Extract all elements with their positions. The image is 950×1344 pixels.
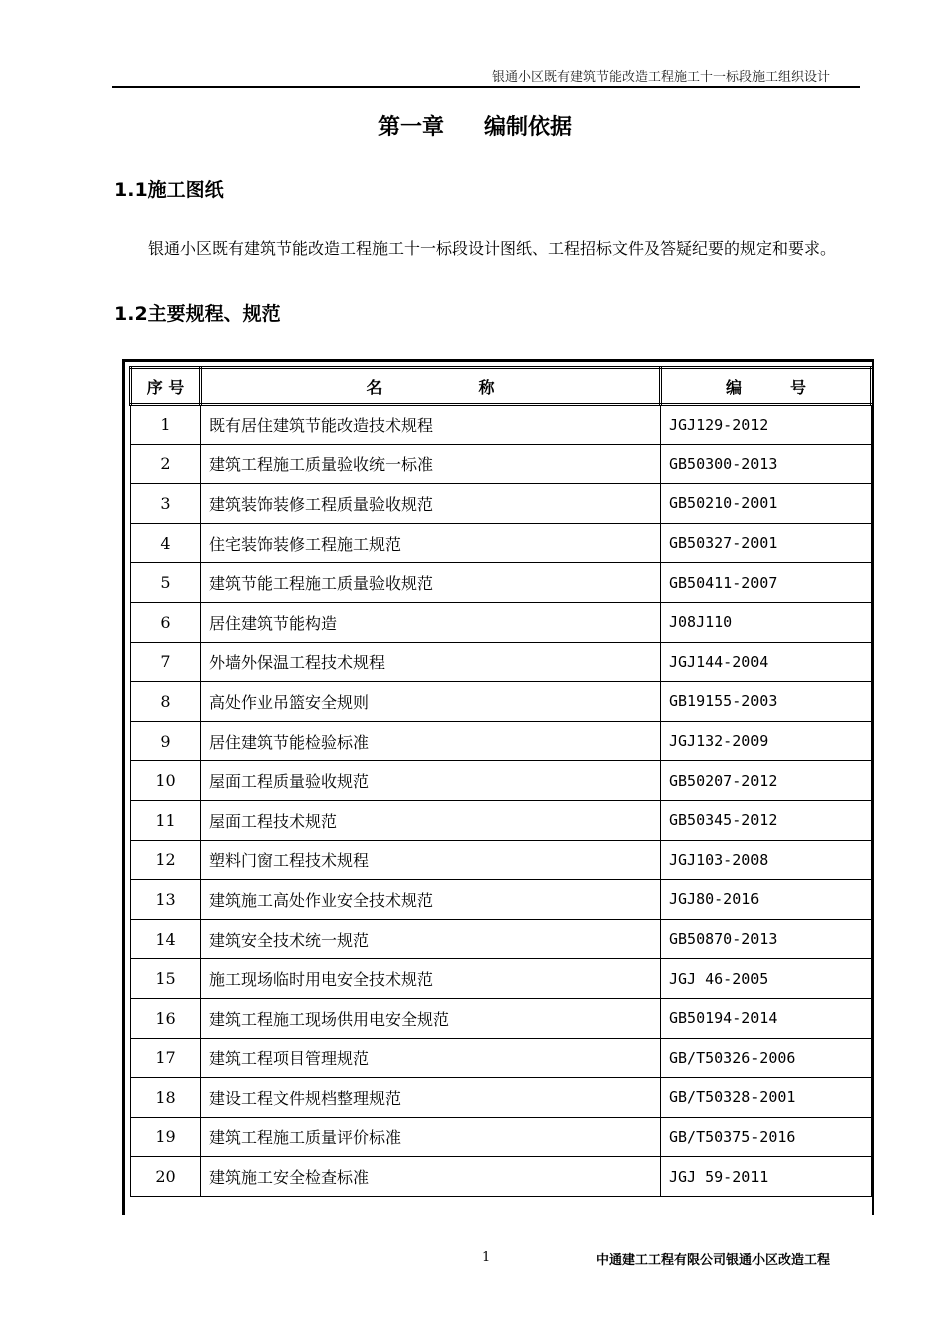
table-row <box>131 602 872 642</box>
table-row <box>131 880 872 920</box>
standard-code: GB/T50326-2006 <box>661 1038 872 1078</box>
row-number: 12 <box>131 840 201 880</box>
standard-code: GB50870-2013 <box>661 919 872 959</box>
body-paragraph: 银通小区既有建筑节能改造工程施工十一标段设计图纸、工程招标文件及答疑纪要的规定和要求。 <box>148 239 837 258</box>
standard-name: 既有居住建筑节能改造技术规程 <box>201 405 661 445</box>
header-name: 名 称 <box>201 368 661 405</box>
standard-name: 建筑工程施工质量验收统一标准 <box>201 444 661 484</box>
standard-code: GB19155-2003 <box>661 682 872 722</box>
table-row <box>131 563 872 603</box>
chapter-title <box>0 110 950 141</box>
table-row <box>131 1117 872 1157</box>
standard-name: 外墙外保温工程技术规程 <box>201 642 661 682</box>
standard-name: 屋面工程技术规范 <box>201 800 661 840</box>
table-header-row <box>131 368 872 405</box>
section-heading-drawings: 1.1施工图纸 <box>114 179 224 201</box>
row-number: 4 <box>131 523 201 563</box>
page-number: 1 <box>482 1250 491 1265</box>
header-rule <box>112 86 860 88</box>
table-row <box>131 523 872 563</box>
standard-code: JGJ144-2004 <box>661 642 872 682</box>
standard-name: 塑料门窗工程技术规程 <box>201 840 661 880</box>
standard-name: 住宅装饰装修工程施工规范 <box>201 523 661 563</box>
standard-name: 建筑工程施工现场供用电安全规范 <box>201 998 661 1038</box>
standard-code: GB50207-2012 <box>661 761 872 801</box>
standard-code: J08J110 <box>661 602 872 642</box>
standard-name: 建筑节能工程施工质量验收规范 <box>201 563 661 603</box>
row-number: 19 <box>131 1117 201 1157</box>
table-row <box>131 959 872 999</box>
standard-name: 高处作业吊篮安全规则 <box>201 682 661 722</box>
standard-code: JGJ 59-2011 <box>661 1157 872 1197</box>
standard-name: 建筑工程项目管理规范 <box>201 1038 661 1078</box>
row-number: 8 <box>131 682 201 722</box>
standards-table-frame <box>122 359 874 1215</box>
table-row <box>131 800 872 840</box>
row-number: 2 <box>131 444 201 484</box>
row-number: 1 <box>131 405 201 445</box>
standard-code: GB50345-2012 <box>661 800 872 840</box>
table-row <box>131 405 872 445</box>
row-number: 14 <box>131 919 201 959</box>
standard-code: GB50300-2013 <box>661 444 872 484</box>
standard-name: 居住建筑节能构造 <box>201 602 661 642</box>
row-number: 5 <box>131 563 201 603</box>
table-row <box>131 721 872 761</box>
table-row <box>131 1078 872 1118</box>
standard-code: JGJ 46-2005 <box>661 959 872 999</box>
row-number: 16 <box>131 998 201 1038</box>
standard-code: GB/T50328-2001 <box>661 1078 872 1118</box>
standard-name: 建筑施工高处作业安全技术规范 <box>201 880 661 920</box>
row-number: 18 <box>131 1078 201 1118</box>
table-row <box>131 444 872 484</box>
section-heading-standards: 1.2主要规程、规范 <box>114 303 281 325</box>
standard-code: GB50327-2001 <box>661 523 872 563</box>
table-row <box>131 998 872 1038</box>
standards-table <box>129 366 873 1197</box>
chapter-number: 第一章 <box>377 115 444 140</box>
standard-code: GB50210-2001 <box>661 484 872 524</box>
standard-name: 建筑工程施工质量评价标准 <box>201 1117 661 1157</box>
standard-code: GB50194-2014 <box>661 998 872 1038</box>
row-number: 9 <box>131 721 201 761</box>
chapter-name: 编制依据 <box>484 115 573 140</box>
standard-code: JGJ80-2016 <box>661 880 872 920</box>
table-row <box>131 484 872 524</box>
row-number: 7 <box>131 642 201 682</box>
standard-name: 居住建筑节能检验标准 <box>201 721 661 761</box>
standard-code: JGJ103-2008 <box>661 840 872 880</box>
header-code: 编 号 <box>661 368 872 405</box>
row-number: 17 <box>131 1038 201 1078</box>
row-number: 15 <box>131 959 201 999</box>
running-header: 银通小区既有建筑节能改造工程施工十一标段施工组织设计 <box>491 70 830 85</box>
standard-name: 建筑装饰装修工程质量验收规范 <box>201 484 661 524</box>
row-number: 13 <box>131 880 201 920</box>
standard-name: 建筑安全技术统一规范 <box>201 919 661 959</box>
standard-name: 屋面工程质量验收规范 <box>201 761 661 801</box>
row-number: 3 <box>131 484 201 524</box>
table-row <box>131 840 872 880</box>
table-row <box>131 682 872 722</box>
row-number: 10 <box>131 761 201 801</box>
table-row <box>131 1157 872 1197</box>
table-row <box>131 919 872 959</box>
standard-name: 建筑施工安全检查标准 <box>201 1157 661 1197</box>
standard-name: 施工现场临时用电安全技术规范 <box>201 959 661 999</box>
row-number: 6 <box>131 602 201 642</box>
row-number: 11 <box>131 800 201 840</box>
table-row <box>131 1038 872 1078</box>
standard-code: GB/T50375-2016 <box>661 1117 872 1157</box>
standard-code: GB50411-2007 <box>661 563 872 603</box>
table-row <box>131 642 872 682</box>
header-no: 序 号 <box>131 368 201 405</box>
standard-code: JGJ132-2009 <box>661 721 872 761</box>
table-row <box>131 761 872 801</box>
standard-code: JGJ129-2012 <box>661 405 872 445</box>
footer-company: 中通建工工程有限公司银通小区改造工程 <box>596 1253 831 1268</box>
row-number: 20 <box>131 1157 201 1197</box>
standard-name: 建设工程文件规档整理规范 <box>201 1078 661 1118</box>
